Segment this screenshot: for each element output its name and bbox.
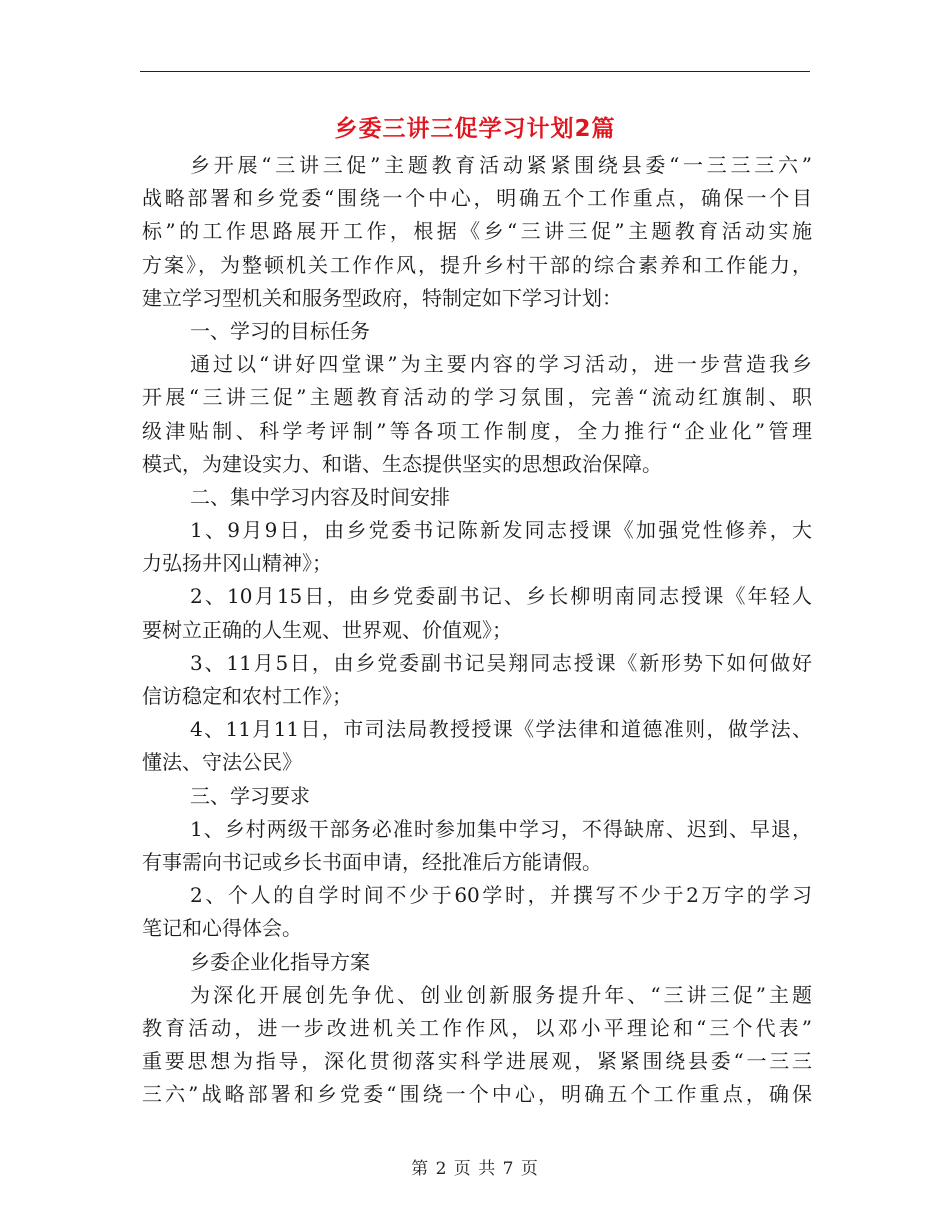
paragraph-line: 一、学习的目标任务 (190, 318, 370, 343)
paragraph-line: 懂法、守法公民》 (142, 750, 302, 775)
paragraph-line: 2、10月15日，由乡党委副书记、乡长柳明南同志授课《年轻人 (190, 584, 812, 609)
paragraph-line: 力弘扬井冈山精神》； (142, 551, 332, 576)
paragraph-line: 标”的工作思路展开工作，根据《乡“三讲三促”主题教育活动实施 (142, 219, 812, 244)
paragraph-line: 战略部署和乡党委“围绕一个中心，明确五个工作重点，确保一个目 (142, 186, 812, 211)
paragraph-line: 建立学习型机关和服务型政府，特制定如下学习计划： (142, 285, 622, 310)
paragraph-line: 笔记和心得体会。 (142, 916, 302, 941)
paragraph-line: 三、学习要求 (190, 783, 310, 808)
paragraph-line: 方案》，为整顿机关工作作风，提升乡村干部的综合素养和工作能力， (142, 252, 812, 277)
paragraph-line: 开展“三讲三促”主题教育活动的学习氛围，完善“流动红旗制、职 (142, 385, 812, 410)
paragraph-line: 通过以“讲好四堂课”为主要内容的学习活动，进一步营造我乡 (190, 352, 812, 377)
paragraph-line: 重要思想为指导，深化贯彻落实科学进展观，紧紧围绕县委“一三三 (142, 1049, 812, 1074)
paragraph-line: 信访稳定和农村工作》； (142, 684, 352, 708)
document-title: 乡委三讲三促学习计划2篇 (334, 116, 616, 142)
paragraph-line: 为深化开展创先争优、创业创新服务提升年、“三讲三促”主题 (190, 982, 812, 1007)
paragraph-line: 三六”战略部署和乡党委“围绕一个中心，明确五个工作重点，确保 (142, 1082, 812, 1107)
paragraph-line: 教育活动，进一步改进机关工作作风，以邓小平理论和“三个代表” (142, 1015, 812, 1040)
paragraph-line: 级津贴制、科学考评制”等各项工作制度，全力推行“企业化”管理 (142, 418, 812, 443)
paragraph-line: 有事需向书记或乡长书面申请，经批准后方能请假。 (142, 849, 602, 874)
paragraph-line: 1、乡村两级干部务必准时参加集中学习，不得缺席、迟到、早退， (190, 816, 812, 841)
paragraph-line: 乡开展“三讲三促”主题教育活动紧紧围绕县委“一三三三六” (190, 153, 812, 177)
paragraph-line: 1、9月9日，由乡党委书记陈新发同志授课《加强党性修养，大 (190, 518, 812, 543)
paragraph-line: 二、集中学习内容及时间安排 (190, 484, 450, 509)
paragraph-line: 2、个人的自学时间不少于60学时，并撰写不少于2万字的学习 (190, 883, 812, 908)
header-rule (140, 71, 810, 72)
paragraph-line: 3、11月5日，由乡党委副书记吴翔同志授课《新形势下如何做好 (190, 650, 812, 675)
document-body (142, 149, 812, 1111)
paragraph-line: 4、11月11日，市司法局教授授课《学法律和道德准则，做学法、 (190, 717, 812, 742)
paragraph-line: 要树立正确的人生观、世界观、价值观》； (142, 617, 512, 642)
page-number-footer: 第 2 页 共 7 页 (411, 1159, 539, 1179)
paragraph-line: 乡委企业化指导方案 (190, 949, 370, 974)
paragraph-line: 模式，为建设实力、和谐、生态提供坚实的思想政治保障。 (142, 451, 662, 476)
